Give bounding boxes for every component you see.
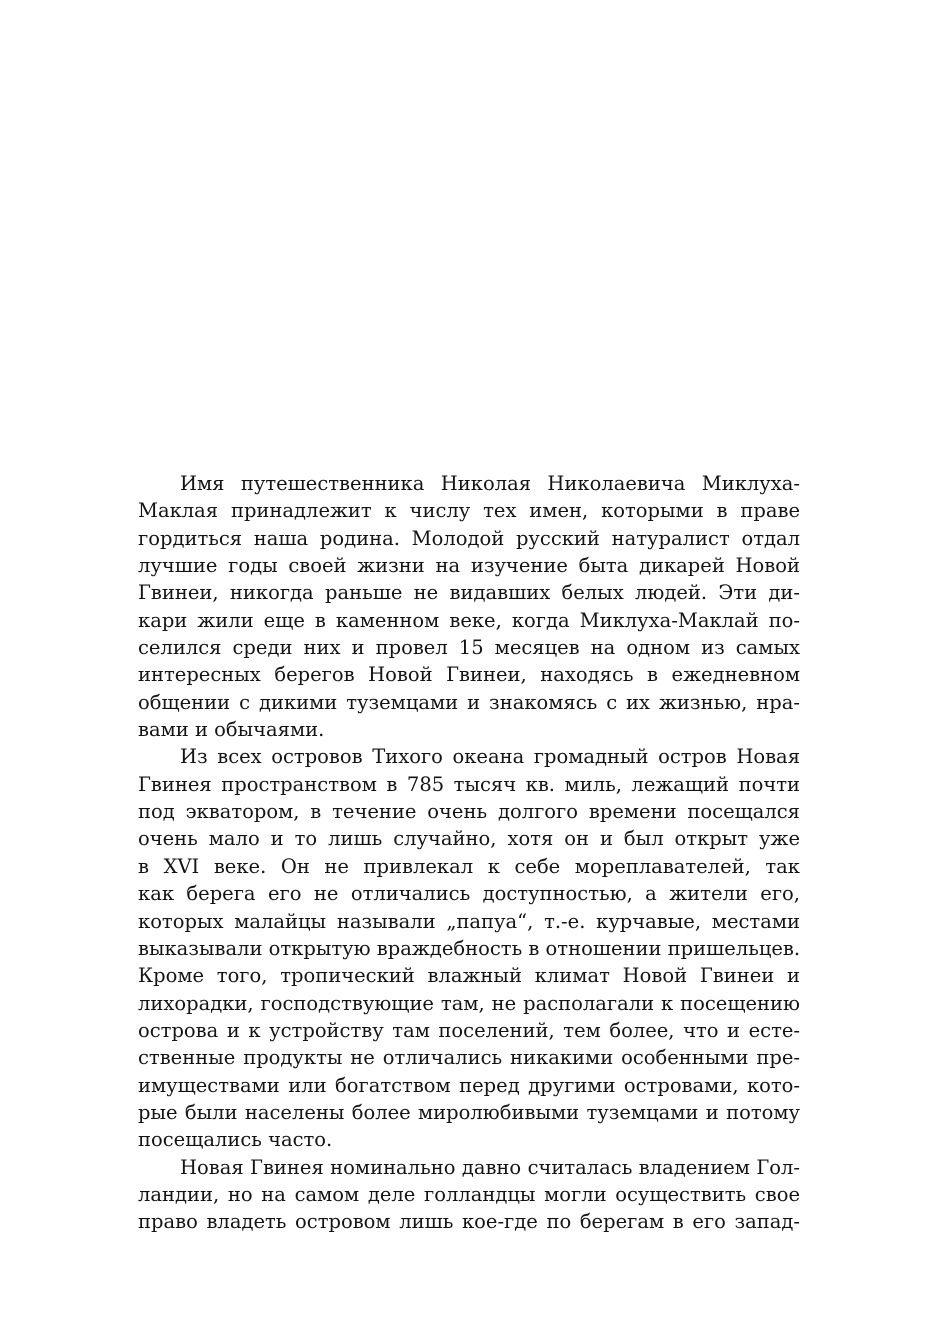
text-line: как берега его не отличались доступностью, а жители его,: [138, 882, 800, 906]
text-line: Гвинеи, никогда раньше не видавших белых людей. Эти ди-: [138, 581, 800, 605]
text-line: селился среди них и провел 15 месяцев на одном из самых: [138, 636, 800, 660]
text-line: общении с дикими туземцами и знакомясь с их жизнью, нра-: [138, 690, 800, 714]
text-line: вами и обычаями.: [138, 718, 325, 742]
text-line: лихорадки, господствующие там, не располагали к посещению: [138, 991, 800, 1015]
text-line: Кроме того, тропический влажный климат Новой Гвинеи и: [138, 964, 800, 988]
text-line: лучшие годы своей жизни на изучение быта дикарей Новой: [138, 554, 800, 578]
text-line: Имя путешественника Николая Николаевича Миклуха-: [180, 472, 800, 495]
text-line: интересных берегов Новой Гвинеи, находясь в ежедневном: [138, 663, 800, 687]
text-line: выказывали открытую враждебность в отношении пришельцев.: [138, 936, 800, 960]
text-line: рые были населены более миролюбивыми туземцами и потому: [138, 1100, 800, 1124]
paragraph: [138, 1154, 800, 1236]
text-line: кари жили еще в каменном веке, когда Миклуха-Маклай по-: [138, 608, 800, 632]
text-line: Новая Гвинея номинально давно считалась владением Гол-: [180, 1155, 800, 1179]
text-line: под экватором, в течение очень долгого времени посещался: [138, 800, 800, 824]
paragraph: [138, 743, 800, 1153]
text-line: ландии, но на самом деле голландцы могли осуществить свое: [138, 1182, 800, 1206]
paragraph: [138, 470, 800, 743]
body-text: [138, 470, 800, 1236]
text-line: право владеть островом лишь кое-где по берегам в его запад-: [138, 1210, 800, 1234]
text-line: очень мало и то лишь случайно, хотя он и был открыт уже: [138, 827, 800, 851]
text-line: которых малайцы называли „папуа“, т.-е. курчавые, местами: [138, 909, 800, 933]
text-line: Из всех островов Тихого океана громадный остров Новая: [180, 745, 800, 769]
text-line: Маклая принадлежит к числу тех имен, которыми в праве: [138, 499, 800, 523]
text-line: острова и к устройству там поселений, тем более, что и есте-: [138, 1018, 800, 1042]
text-line: в XVI веке. Он не привлекал к себе мореплавателей, так: [138, 854, 800, 878]
text-line: посещались часто.: [138, 1128, 333, 1152]
text-line: гордиться наша родина. Молодой русский натуралист отдал: [138, 526, 800, 550]
text-line: ственные продукты не отличались никакими особенными пре-: [138, 1046, 800, 1070]
text-line: имуществами или богатством перед другими островами, кото-: [138, 1073, 800, 1097]
text-line: Гвинея пространством в 785 тысяч кв. миль, лежащий почти: [138, 772, 800, 796]
